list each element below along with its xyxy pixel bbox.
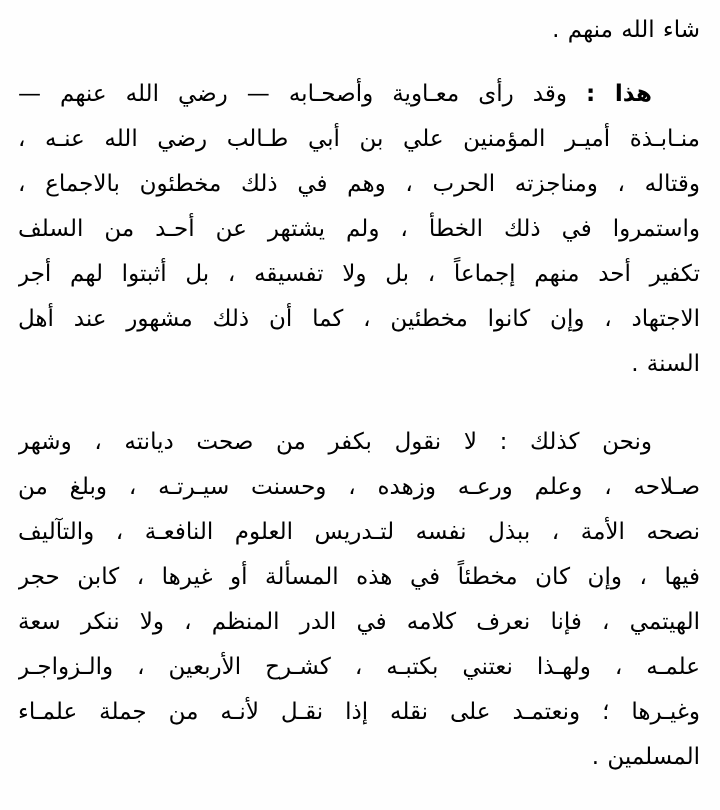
- text-line: [18, 297, 700, 342]
- text-line-content: ونحن كذلك : لا نقول بكفر من صحت ديانته ، وشهر: [18, 429, 652, 455]
- text-line: [18, 8, 700, 53]
- text-line-content: شاء الله منهم .: [552, 17, 700, 43]
- text-line: [18, 420, 700, 465]
- text-line-content: وقتاله ، ومناجزته الحرب ، وهم في ذلك مخطئون بالاجماع ،: [18, 171, 700, 197]
- paragraph-hadha: [18, 72, 700, 387]
- paragraph-continuation: [18, 8, 700, 53]
- text-line-content: صـلاحه ، وعلم ورعـه وزهده ، وحسنت سيـرتـه ، وبلغ من: [18, 474, 700, 500]
- text-line-content: علمـه ، ولهـذا نعتني بكتبـه ، كشـرح الأربعين ، والـزواجـر: [18, 654, 700, 680]
- lead-word: هذا :: [585, 81, 652, 107]
- text-line-content: وغيـرها ؛ ونعتمـد على نقله إذا نقـل لأنـه من جملة علمـاء: [18, 699, 700, 725]
- text-line: [18, 555, 700, 600]
- text-line: [18, 207, 700, 252]
- text-line: [18, 735, 700, 780]
- text-line: [18, 600, 700, 645]
- text-line-content: السنة .: [631, 351, 700, 377]
- paragraph-wanahnu: [18, 420, 700, 780]
- text-line-content: واستمروا في ذلك الخطأ ، ولم يشتهر عن أحـد من السلف: [18, 216, 700, 242]
- text-line: [18, 162, 700, 207]
- text-line: [18, 252, 700, 297]
- text-line: [18, 342, 700, 387]
- text-line: [18, 465, 700, 510]
- text-line-content: المسلمين .: [591, 744, 700, 770]
- text-line: [18, 117, 700, 162]
- text-line-content: فيها ، وإن كان مخطئاً في هذه المسألة أو غيرها ، كابن حجر: [18, 564, 700, 590]
- text-line-content: نصحه الأمة ، ببذل نفسه لتـدريس العلوم النافعـة ، والتآليف: [18, 519, 700, 545]
- text-line-content: وقد رأى معـاوية وأصحـابه — رضي الله عنهم —: [18, 81, 586, 107]
- text-line-content: تكفير أحد منهم إجماعاً ، بل ولا تفسيقه ، بل أثبتوا لهم أجر: [18, 261, 700, 287]
- text-line: [18, 690, 700, 735]
- text-line-content: الاجتهاد ، وإن كانوا مخطئين ، كما أن ذلك مشهور عند أهل: [18, 306, 700, 332]
- text-line: [18, 510, 700, 555]
- text-line-content: منـابـذة أميـر المؤمنين علي بن أبي طـالب رضي الله عنـه ،: [18, 126, 700, 152]
- text-line: [18, 72, 700, 117]
- text-line: [18, 645, 700, 690]
- text-line-content: الهيتمي ، فإنا نعرف كلامه في الدر المنظم ، ولا ننكر سعة: [18, 609, 700, 635]
